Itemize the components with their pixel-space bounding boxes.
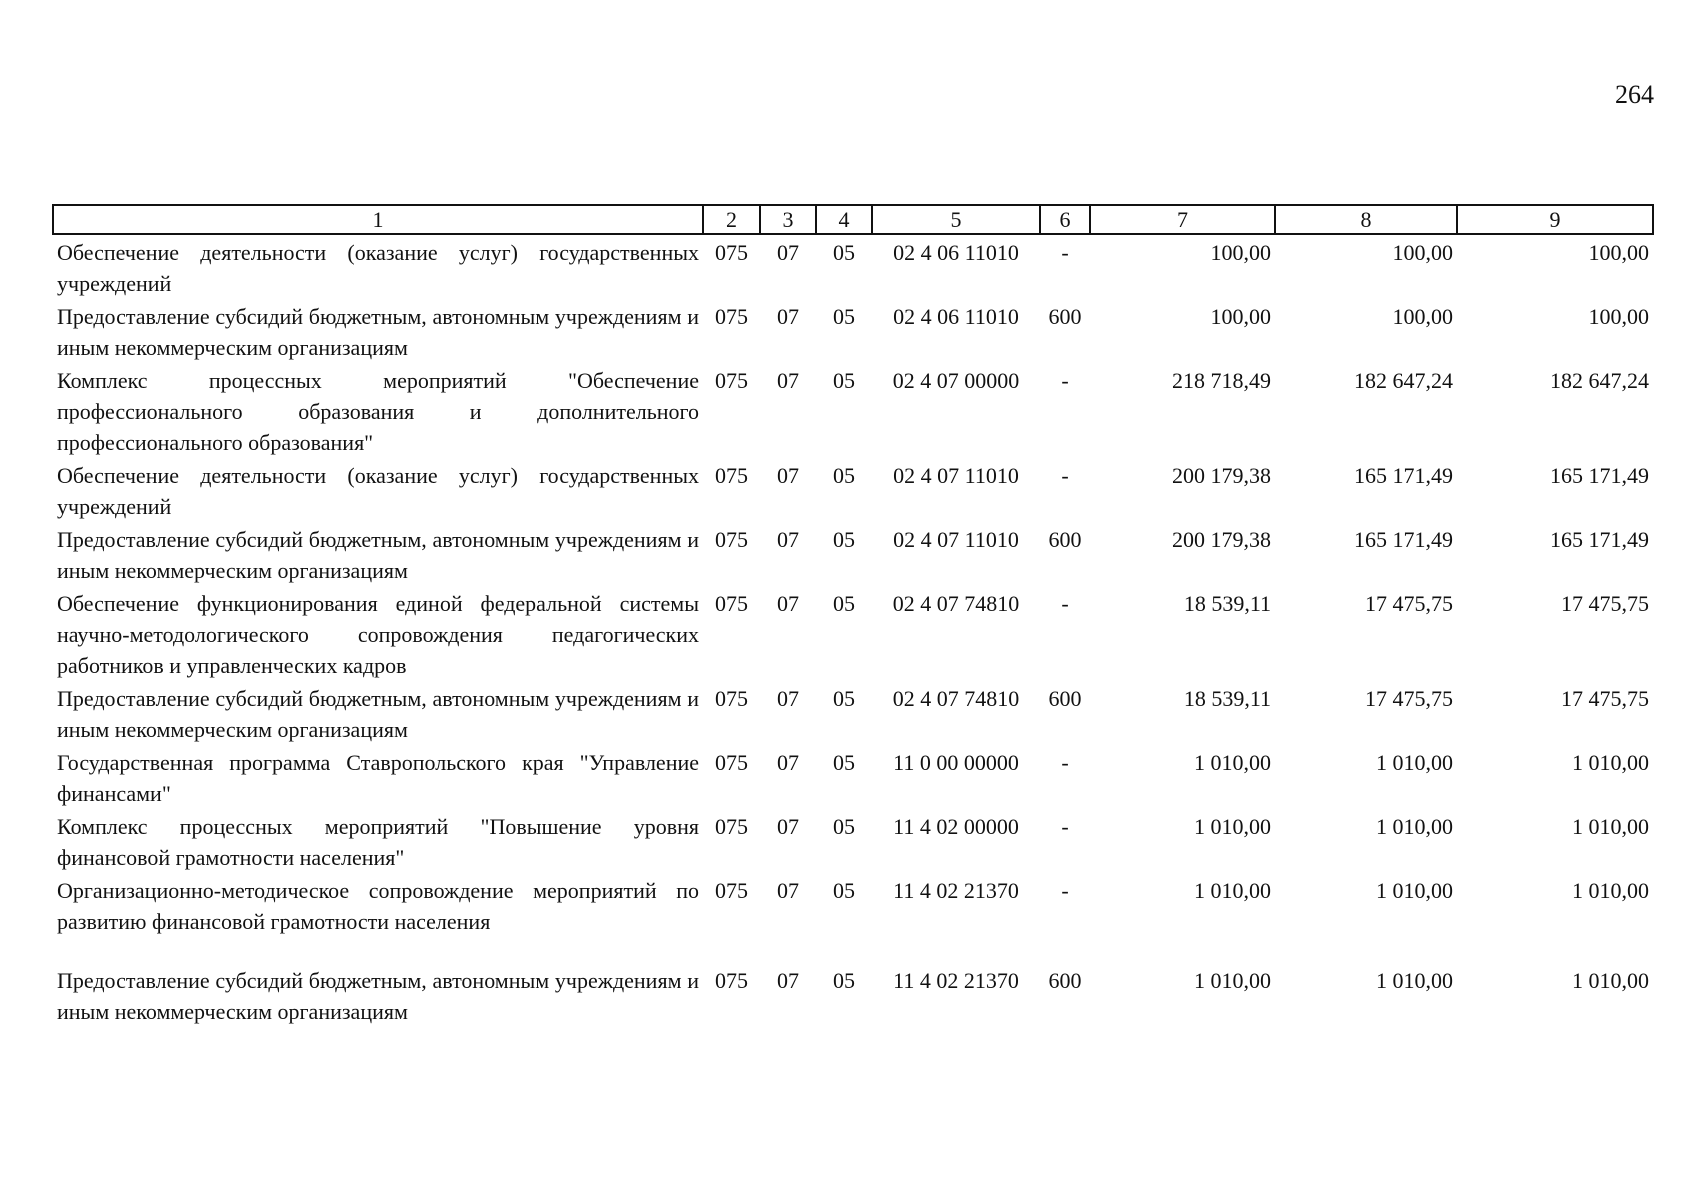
amount-col-7: 200 179,38	[1172, 463, 1271, 488]
amount-col-8: 1 010,00	[1376, 968, 1453, 993]
row-name: Предоставление субсидий бюджетным, автономным учреждениям и иным некоммерческим организациям	[57, 686, 699, 742]
amount-col-7: 18 539,11	[1183, 686, 1271, 711]
ministry-code: 075	[715, 686, 748, 711]
row-name: Предоставление субсидий бюджетным, автономным учреждениям и иным некоммерческим организациям	[57, 527, 699, 583]
expense-type-code: -	[1061, 240, 1069, 265]
row-name: Обеспечение функционирования единой федеральной системы научно-методологического сопровождения педагогических работников и управленческих кадров	[57, 591, 699, 678]
amount-col-9: 17 475,75	[1561, 591, 1649, 616]
ministry-code: 075	[715, 814, 748, 839]
expense-type-code: 600	[1048, 527, 1082, 552]
amount-col-7: 200 179,38	[1172, 527, 1271, 552]
table-row	[53, 681, 1653, 745]
subsection-code: 05	[833, 240, 855, 265]
subsection-code: 05	[833, 463, 855, 488]
section-code: 07	[777, 591, 799, 616]
section-code: 07	[777, 686, 799, 711]
amount-col-8: 182 647,24	[1354, 368, 1453, 393]
section-code: 07	[777, 750, 799, 775]
section-code: 07	[777, 527, 799, 552]
row-name: Предоставление субсидий бюджетным, автономным учреждениям и иным некоммерческим организациям	[57, 304, 699, 360]
section-code: 07	[777, 814, 799, 839]
amount-col-7: 18 539,11	[1183, 591, 1271, 616]
amount-col-7: 1 010,00	[1194, 968, 1271, 993]
amount-col-9: 165 171,49	[1550, 527, 1649, 552]
section-code: 07	[777, 304, 799, 329]
row-name: Организационно-методическое сопровождение мероприятий по развитию финансовой грамотности населения	[57, 878, 699, 934]
ministry-code: 075	[715, 240, 748, 265]
ministry-code: 075	[715, 304, 748, 329]
subsection-code: 05	[833, 878, 855, 903]
row-name: Обеспечение деятельности (оказание услуг) государственных учреждений	[57, 463, 699, 519]
amount-col-9: 1 010,00	[1572, 878, 1649, 903]
subsection-code: 05	[833, 591, 855, 616]
ministry-code: 075	[715, 368, 748, 393]
amount-col-8: 1 010,00	[1376, 878, 1453, 903]
table-row	[53, 299, 1653, 363]
column-header: 2	[703, 205, 760, 234]
row-name: Государственная программа Ставропольского края "Управление финансами"	[57, 750, 699, 806]
column-header: 5	[872, 205, 1040, 234]
amount-col-8: 100,00	[1392, 304, 1453, 329]
target-article-code: 02 4 07 74810	[892, 591, 1020, 616]
section-code: 07	[777, 240, 799, 265]
expense-type-code: 600	[1048, 304, 1082, 329]
table-row	[53, 873, 1653, 937]
column-header: 7	[1090, 205, 1275, 234]
page-number: 264	[1615, 80, 1654, 109]
amount-col-7: 1 010,00	[1194, 814, 1271, 839]
target-article-code: 02 4 07 00000	[892, 368, 1020, 393]
section-code: 07	[777, 878, 799, 903]
amount-col-8: 165 171,49	[1354, 463, 1453, 488]
column-header: 4	[816, 205, 872, 234]
row-name: Комплекс процессных мероприятий "Повышение уровня финансовой грамотности населения"	[57, 814, 699, 870]
expense-type-code: -	[1061, 750, 1069, 775]
target-article-code: 02 4 06 11010	[893, 304, 1019, 329]
table-row	[53, 745, 1653, 809]
column-header: 1	[53, 205, 703, 234]
expense-type-code: -	[1061, 878, 1069, 903]
subsection-code: 05	[833, 686, 855, 711]
table-row	[53, 522, 1653, 586]
amount-col-8: 17 475,75	[1365, 591, 1453, 616]
column-header: 6	[1040, 205, 1090, 234]
table-row	[53, 809, 1653, 873]
table-row	[53, 458, 1653, 522]
amount-col-7: 218 718,49	[1172, 368, 1271, 393]
column-header: 9	[1457, 205, 1653, 234]
table-row	[53, 586, 1653, 681]
amount-col-9: 100,00	[1588, 240, 1649, 265]
ministry-code: 075	[715, 463, 748, 488]
subsection-code: 05	[833, 527, 855, 552]
budget-table	[52, 204, 1654, 1027]
subsection-code: 05	[833, 368, 855, 393]
amount-col-9: 182 647,24	[1550, 368, 1649, 393]
section-code: 07	[777, 968, 799, 993]
subsection-code: 05	[833, 968, 855, 993]
ministry-code: 075	[715, 591, 748, 616]
column-number-header	[53, 205, 1653, 234]
table-row	[53, 937, 1653, 1027]
target-article-code: 11 0 00 00000	[893, 750, 1019, 775]
target-article-code: 02 4 07 11010	[893, 527, 1019, 552]
subsection-code: 05	[833, 814, 855, 839]
row-name: Комплекс процессных мероприятий "Обеспечение профессионального образования и дополнительного профессионального образования"	[57, 368, 699, 455]
row-name: Обеспечение деятельности (оказание услуг) государственных учреждений	[57, 240, 699, 296]
amount-col-8: 1 010,00	[1376, 750, 1453, 775]
amount-col-8: 17 475,75	[1365, 686, 1453, 711]
ministry-code: 075	[715, 527, 748, 552]
target-article-code: 02 4 07 11010	[893, 463, 1019, 488]
target-article-code: 02 4 07 74810	[892, 686, 1020, 711]
expense-type-code: -	[1061, 463, 1069, 488]
column-header: 3	[760, 205, 816, 234]
amount-col-9: 1 010,00	[1572, 968, 1649, 993]
expense-type-code: -	[1061, 368, 1069, 393]
section-code: 07	[777, 463, 799, 488]
amount-col-7: 1 010,00	[1194, 750, 1271, 775]
amount-col-7: 100,00	[1210, 240, 1271, 265]
amount-col-9: 100,00	[1588, 304, 1649, 329]
ministry-code: 075	[715, 878, 748, 903]
ministry-code: 075	[715, 750, 748, 775]
target-article-code: 11 4 02 00000	[893, 814, 1019, 839]
expense-type-code: 600	[1048, 686, 1082, 711]
subsection-code: 05	[833, 304, 855, 329]
amount-col-8: 165 171,49	[1354, 527, 1453, 552]
target-article-code: 02 4 06 11010	[893, 240, 1019, 265]
expense-type-code: 600	[1048, 968, 1082, 993]
target-article-code: 11 4 02 21370	[893, 968, 1019, 993]
amount-col-9: 17 475,75	[1561, 686, 1649, 711]
amount-col-8: 1 010,00	[1376, 814, 1453, 839]
expense-type-code: -	[1061, 591, 1069, 616]
expense-type-code: -	[1061, 814, 1069, 839]
table-row	[53, 234, 1653, 299]
section-code: 07	[777, 368, 799, 393]
ministry-code: 075	[715, 968, 748, 993]
amount-col-9: 165 171,49	[1550, 463, 1649, 488]
amount-col-7: 100,00	[1210, 304, 1271, 329]
target-article-code: 11 4 02 21370	[893, 878, 1019, 903]
subsection-code: 05	[833, 750, 855, 775]
amount-col-9: 1 010,00	[1572, 814, 1649, 839]
row-name: Предоставление субсидий бюджетным, автономным учреждениям и иным некоммерческим организациям	[57, 968, 699, 1024]
table-row	[53, 363, 1653, 458]
amount-col-7: 1 010,00	[1194, 878, 1271, 903]
column-header: 8	[1275, 205, 1457, 234]
amount-col-8: 100,00	[1392, 240, 1453, 265]
amount-col-9: 1 010,00	[1572, 750, 1649, 775]
